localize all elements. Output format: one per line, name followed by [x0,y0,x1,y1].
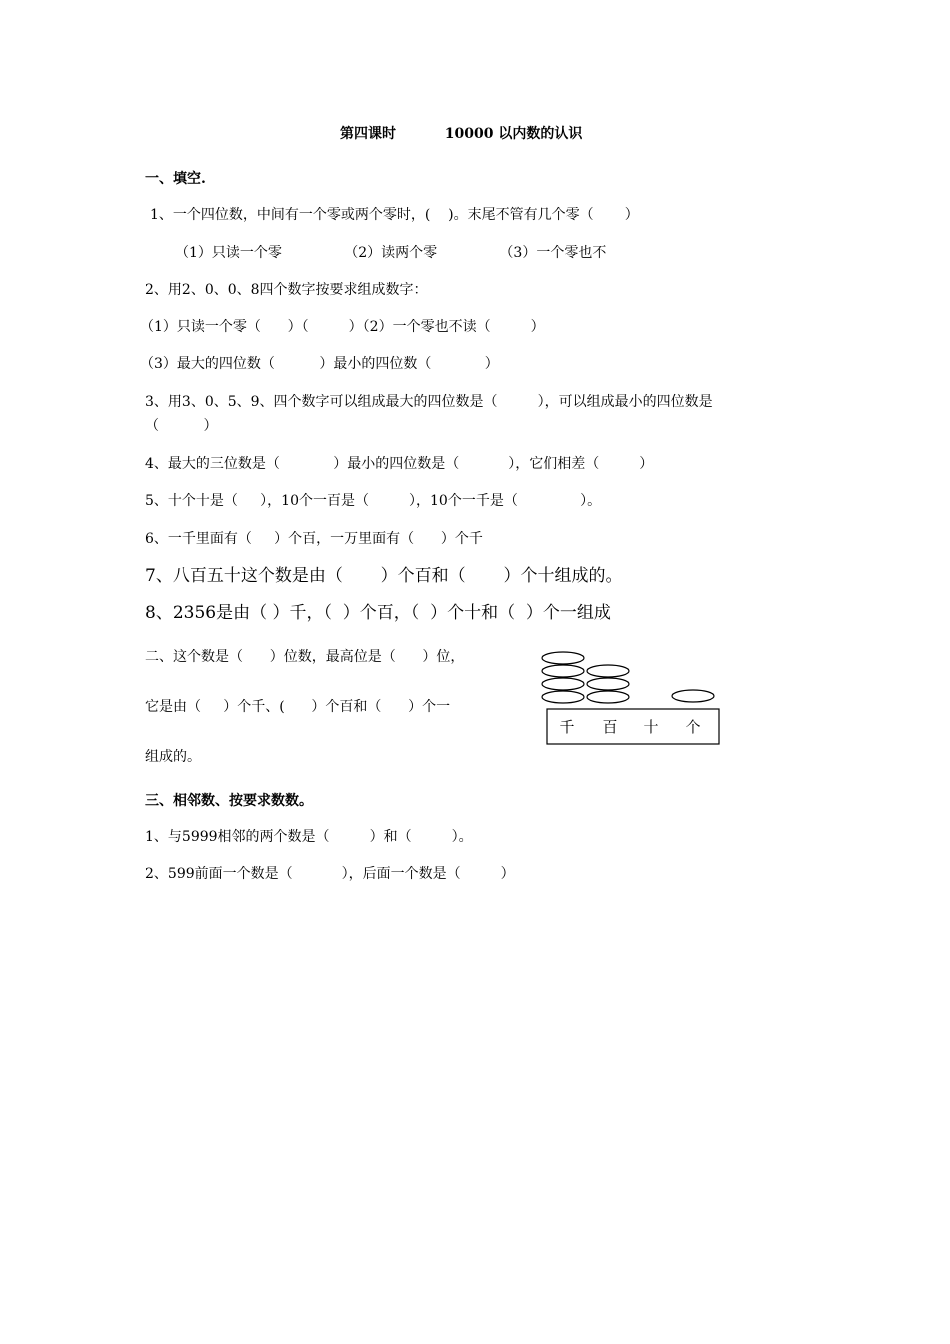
question-1-2: 2、用2、0、0、8四个数字按要求组成数字： [145,282,428,298]
label-thousands: 千 [559,718,575,736]
section-3-heading: 三、相邻数、按要求数数。 [145,793,313,809]
question-1-6: 6、一千里面有（ ）个百，一万里面有（ ）个千 [145,531,483,547]
question-1-3-line-2: （ ） [145,418,218,434]
question-3-2: 2、599前面一个数是（ ），后面一个数是（ ） [145,866,515,882]
section-2-line-1: 二、这个数是（ ）位数，最高位是（ ）位， [145,649,465,665]
bead-ones-1 [672,690,714,702]
question-1-1-options: （1）只读一个零 （2）读两个零 （3）一个零也不 [175,245,607,261]
section-1-heading: 一、填空. [145,171,206,187]
bead-thousands-3 [542,665,584,677]
abacus-figure [540,648,730,748]
question-1-8: 8、2356是由（ ）千，（ ）个百，（ ）个十和（ ）个一组成 [145,603,611,623]
question-1-5: 5、十个十是（ ），10个一百是（ ），10个一千是（ ）。 [145,493,602,509]
question-1-2-b: （3）最大的四位数（ ）最小的四位数（ ） [140,356,499,372]
bead-thousands-1 [542,691,584,703]
bead-hundreds-1 [587,691,629,703]
bead-hundreds-2 [587,678,629,690]
bead-thousands-4 [542,652,584,664]
section-2-line-2: 它是由（ ）个千、( ）个百和（ ）个一 [145,699,451,715]
label-hundreds: 百 [602,718,618,736]
question-1-4: 4、最大的三位数是（ ）最小的四位数是（ ），它们相差（ ） [145,456,654,472]
question-1-3-line-1: 3、用3、0、5、9、四个数字可以组成最大的四位数是（ ），可以组成最小的四位数是 [145,394,713,410]
question-1-7: 7、八百五十这个数是由（ ）个百和（ ）个十组成的。 [145,566,623,586]
question-1-2-a: （1）只读一个零（ ）（ ）（2）一个零也不读（ ） [140,319,545,335]
question-1-1: 1、一个四位数，中间有一个零或两个零时，( )。末尾不管有几个零（ ） [150,207,639,223]
bead-hundreds-3 [587,665,629,677]
question-3-1: 1、与5999相邻的两个数是（ ）和（ ）。 [145,829,473,845]
bead-thousands-2 [542,678,584,690]
section-2-line-3: 组成的。 [145,749,201,765]
label-tens: 十 [643,718,659,736]
page-title: 第四课时 10000 以内数的认识 [340,126,583,142]
label-ones: 个 [685,718,701,736]
